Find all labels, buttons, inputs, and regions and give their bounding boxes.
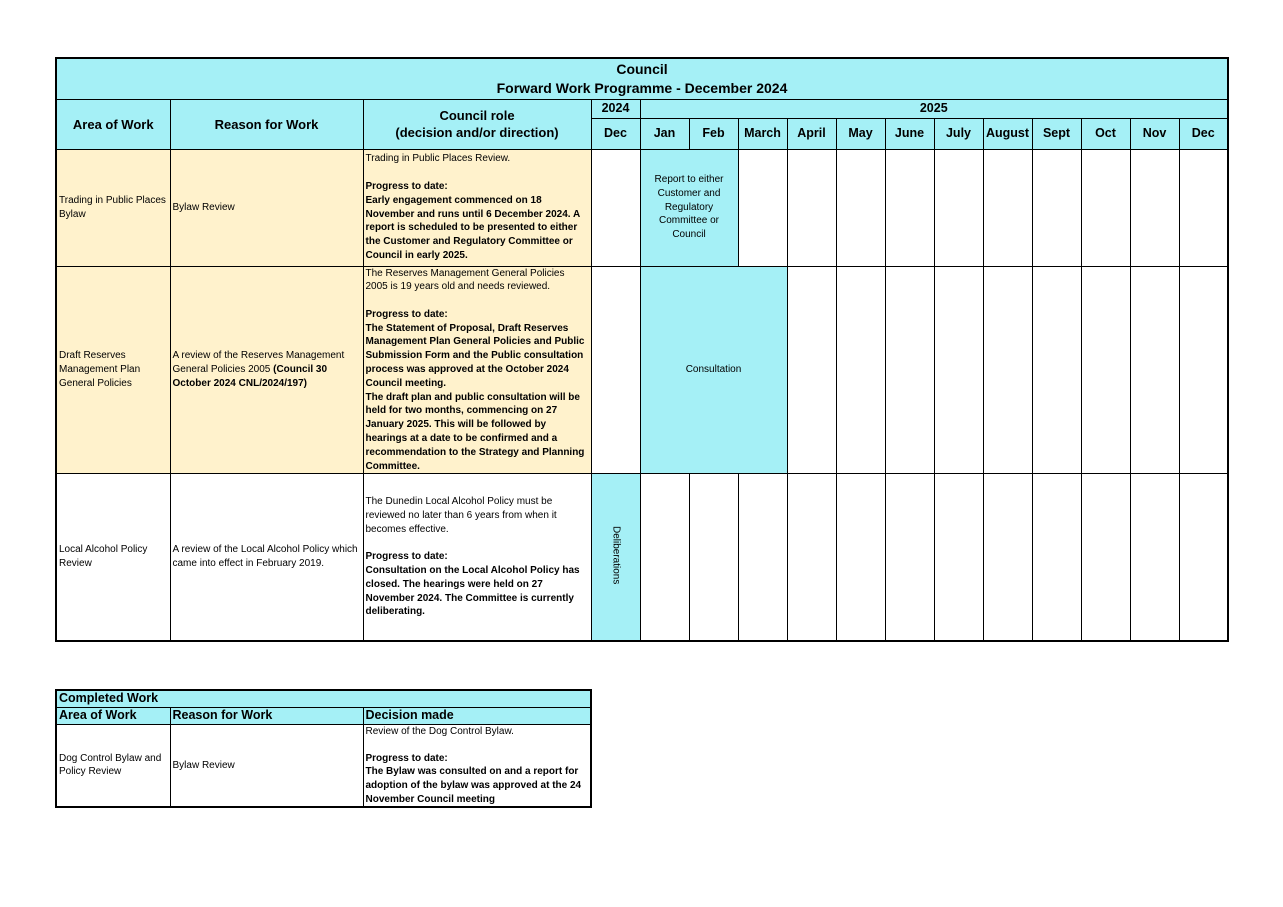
completed-work-table [55,689,592,808]
progress-label: Progress to date: [365,752,448,764]
row-reason [170,266,363,474]
timeline-cell [689,474,738,641]
month-header: June [885,118,934,149]
completed-header-decision: Decision made [363,707,591,724]
completed-reason: Bylaw Review [170,724,363,807]
month-header: Sept [1032,118,1081,149]
header-council-role-line2: (decision and/or direction) [395,125,559,140]
reason-text: A review of the Reserves Management General Policies 2005 [172,350,345,376]
timeline-cell [787,149,836,266]
forward-work-programme-table [55,57,1229,642]
timeline-bar-deliberations [591,474,640,641]
progress-text-2: The draft plan and public consultation will be held for two months, commencing on 27 January 2025. This will be followed by hearings at a date to be confirmed and a recommendation to the Strategy and Planning Committee. [365,391,585,472]
timeline-cell [983,266,1032,474]
role-intro: Trading in Public Places Review. [365,153,511,165]
timeline-bar-consultation: Consultation [640,266,787,474]
progress-label: Progress to date: [365,308,448,320]
header-area-of-work: Area of Work [56,99,170,149]
row-reason: A review of the Local Alcohol Policy which came into effect in February 2019. [170,474,363,641]
reason-reference: (Council 30 October 2024 CNL/2024/197) [172,364,328,389]
timeline-cell [983,149,1032,266]
role-intro: The Reserves Management General Policies 2005 is 19 years old and needs reviewed. [365,267,565,293]
month-header: April [787,118,836,149]
timeline-cell [1081,474,1130,641]
table-row [56,724,591,807]
table-row [56,474,1228,641]
completed-area: Dog Control Bylaw and Policy Review [56,724,170,807]
row-reason: Bylaw Review [170,149,363,266]
timeline-cell [787,266,836,474]
timeline-cell [836,266,885,474]
progress-text: Early engagement commenced on 18 November and runs until 6 December 2024. A report is scheduled to be presented to either the Customer and Regulatory Committee or Council in early 2025. [365,194,580,261]
header-council-role-line1: Council role [439,108,515,123]
row-area: Draft Reserves Management Plan General Policies [56,266,170,474]
completed-header-reason: Reason for Work [170,707,363,724]
month-header: Oct [1081,118,1130,149]
timeline-cell [591,266,640,474]
timeline-cell [1179,149,1228,266]
timeline-cell [1081,149,1130,266]
month-header: Dec [1179,118,1228,149]
timeline-bar-report: Report to either Customer and Regulatory Committee or Council [640,149,738,266]
month-header: July [934,118,983,149]
completed-decision [363,724,591,807]
month-header: May [836,118,885,149]
completed-work-title: Completed Work [56,690,591,707]
table-title-cell [56,58,1228,99]
row-council-role [363,149,591,266]
timeline-cell [1179,266,1228,474]
timeline-cell [934,149,983,266]
row-area: Trading in Public Places Bylaw [56,149,170,266]
header-reason-for-work: Reason for Work [170,99,363,149]
progress-label: Progress to date: [365,180,448,192]
month-header: Jan [640,118,689,149]
timeline-cell [934,266,983,474]
timeline-cell [640,474,689,641]
timeline-cell [1130,474,1179,641]
completed-header-area: Area of Work [56,707,170,724]
timeline-cell [1130,149,1179,266]
title-programme: Forward Work Programme - December 2024 [496,79,788,96]
deliberations-label: Deliberations [610,525,622,584]
timeline-cell [787,474,836,641]
month-header: August [983,118,1032,149]
timeline-cell [591,149,640,266]
timeline-cell [885,149,934,266]
header-council-role [363,99,591,149]
timeline-cell [836,149,885,266]
timeline-cell [885,266,934,474]
month-header: March [738,118,787,149]
row-council-role [363,474,591,641]
timeline-cell [1032,266,1081,474]
progress-label: Progress to date: [365,551,448,563]
timeline-cell [1032,149,1081,266]
timeline-cell [738,149,787,266]
timeline-cell [1130,266,1179,474]
header-year-2025: 2025 [640,99,1228,118]
timeline-cell [1081,266,1130,474]
timeline-cell [983,474,1032,641]
table-row [56,149,1228,266]
role-intro: The Dunedin Local Alcohol Policy must be reviewed no later than 6 years from when it becomes effective. [365,496,557,535]
month-header: Nov [1130,118,1179,149]
timeline-cell [738,474,787,641]
timeline-cell [1179,474,1228,641]
header-year-2024: 2024 [591,99,640,118]
timeline-cell [934,474,983,641]
month-header: Feb [689,118,738,149]
progress-text: The Bylaw was consulted on and a report for adoption of the bylaw was approved at the 24 November Council meeting [365,766,582,805]
timeline-cell [885,474,934,641]
progress-text: The Statement of Proposal, Draft Reserves Management Plan General Policies and Public Submission Form and the Public consultation process was approved at the October 2024 Council meeting. [365,322,585,389]
decision-intro: Review of the Dog Control Bylaw. [365,725,514,737]
row-area: Local Alcohol Policy Review [56,474,170,641]
table-row [56,266,1228,474]
title-council: Council [616,60,668,77]
timeline-cell [836,474,885,641]
progress-text: Consultation on the Local Alcohol Policy has closed. The hearings were held on 27 November 2024. The Committee is currently deliberating. [365,565,580,618]
month-header: Dec [591,118,640,149]
row-council-role [363,266,591,474]
timeline-cell [1032,474,1081,641]
